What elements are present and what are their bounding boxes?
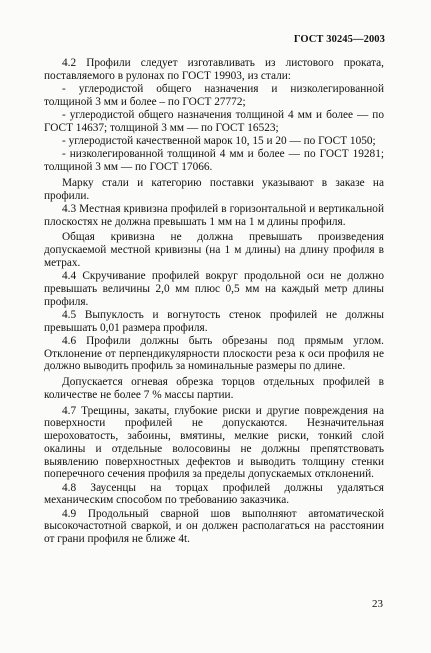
document-body [44, 57, 384, 546]
paragraph-4-9: 4.9 Продольный сварной шов выполняют автоматической высокочастотной сваркой, и он должен располагаться на расстоянии от грани профиля не ближе 4t. [44, 507, 384, 545]
list-item-carbon-quality: - углеродистой качественной марок 10, 15 и 20 — по ГОСТ 1050; [62, 135, 376, 147]
paragraph-4-2: 4.2 Профили следует изготавливать из листового проката, поставляемого в рулонах по ГОСТ 19903, из стали: [44, 57, 384, 82]
paragraph-4-6: 4.6 Профили должны быть обрезаны под прямым углом. Отклонение от перпендикулярности плоскости реза к оси профиля не должно выводить профиль за номинальные размеры по длине. [44, 334, 384, 373]
paragraph-4-7: 4.7 Трещины, закаты, глубокие риски и другие повреждения на поверхности профилей не допускаются. Незначительная шероховатость, забоины, вмятины, мелкие риски, тонкий слой окалины и отдельные волосовины не должны препятствовать выявлению поверхностных дефектов и выводить толщину стенки поперечного сечения профиля за пределы допускаемых отклонений. [44, 404, 384, 481]
list-item-carbon-general: - углеродистой общего назначения толщиной 4 мм и более — по ГОСТ 14637; толщиной 3 мм — по ГОСТ 16523; [44, 109, 384, 134]
paragraph-total-curvature: Общая кривизна не должна превышать произведения допускаемой местной кривизны (на 1 м длины) на длину профиля в метрах. [44, 231, 384, 269]
paragraph-flame-cut: Допускается огневая обрезка торцов отдельных профилей в количестве не более 7 % массы партии. [44, 376, 384, 401]
paragraph-steel-grade: Марку стали и категорию поставки указывают в заказе на профили. [44, 176, 384, 202]
paragraph-4-3: 4.3 Местная кривизна профилей в горизонтальной и вертикальной плоскостях не должна превышать 1 мм на 1 м длины профиля. [44, 202, 384, 228]
paragraph-4-4: 4.4 Скручивание профилей вокруг продольной оси не должно превышать величины 2,0 мм плюс 0,5 мм на каждый метр длины профиля. [44, 270, 384, 308]
list-item-lowalloy: - низколегированной толщиной 4 мм и более — по ГОСТ 19281; толщиной 3 мм — по ГОСТ 17066. [44, 148, 384, 173]
list-item-carbon-lowalloy: - углеродистой общего назначения и низколегированной толщиной 3 мм и более – по ГОСТ 27772; [44, 83, 384, 108]
page-number: 23 [372, 598, 383, 611]
paragraph-4-8: 4.8 Заусенцы на торцах профилей должны удаляться механическим способом по требованию заказчика. [44, 481, 384, 507]
standard-header: ГОСТ 30245—2003 [293, 34, 385, 45]
paragraph-4-5: 4.5 Выпуклость и вогнутость стенок профилей не должны превышать 0,01 размера профиля. [44, 308, 384, 334]
